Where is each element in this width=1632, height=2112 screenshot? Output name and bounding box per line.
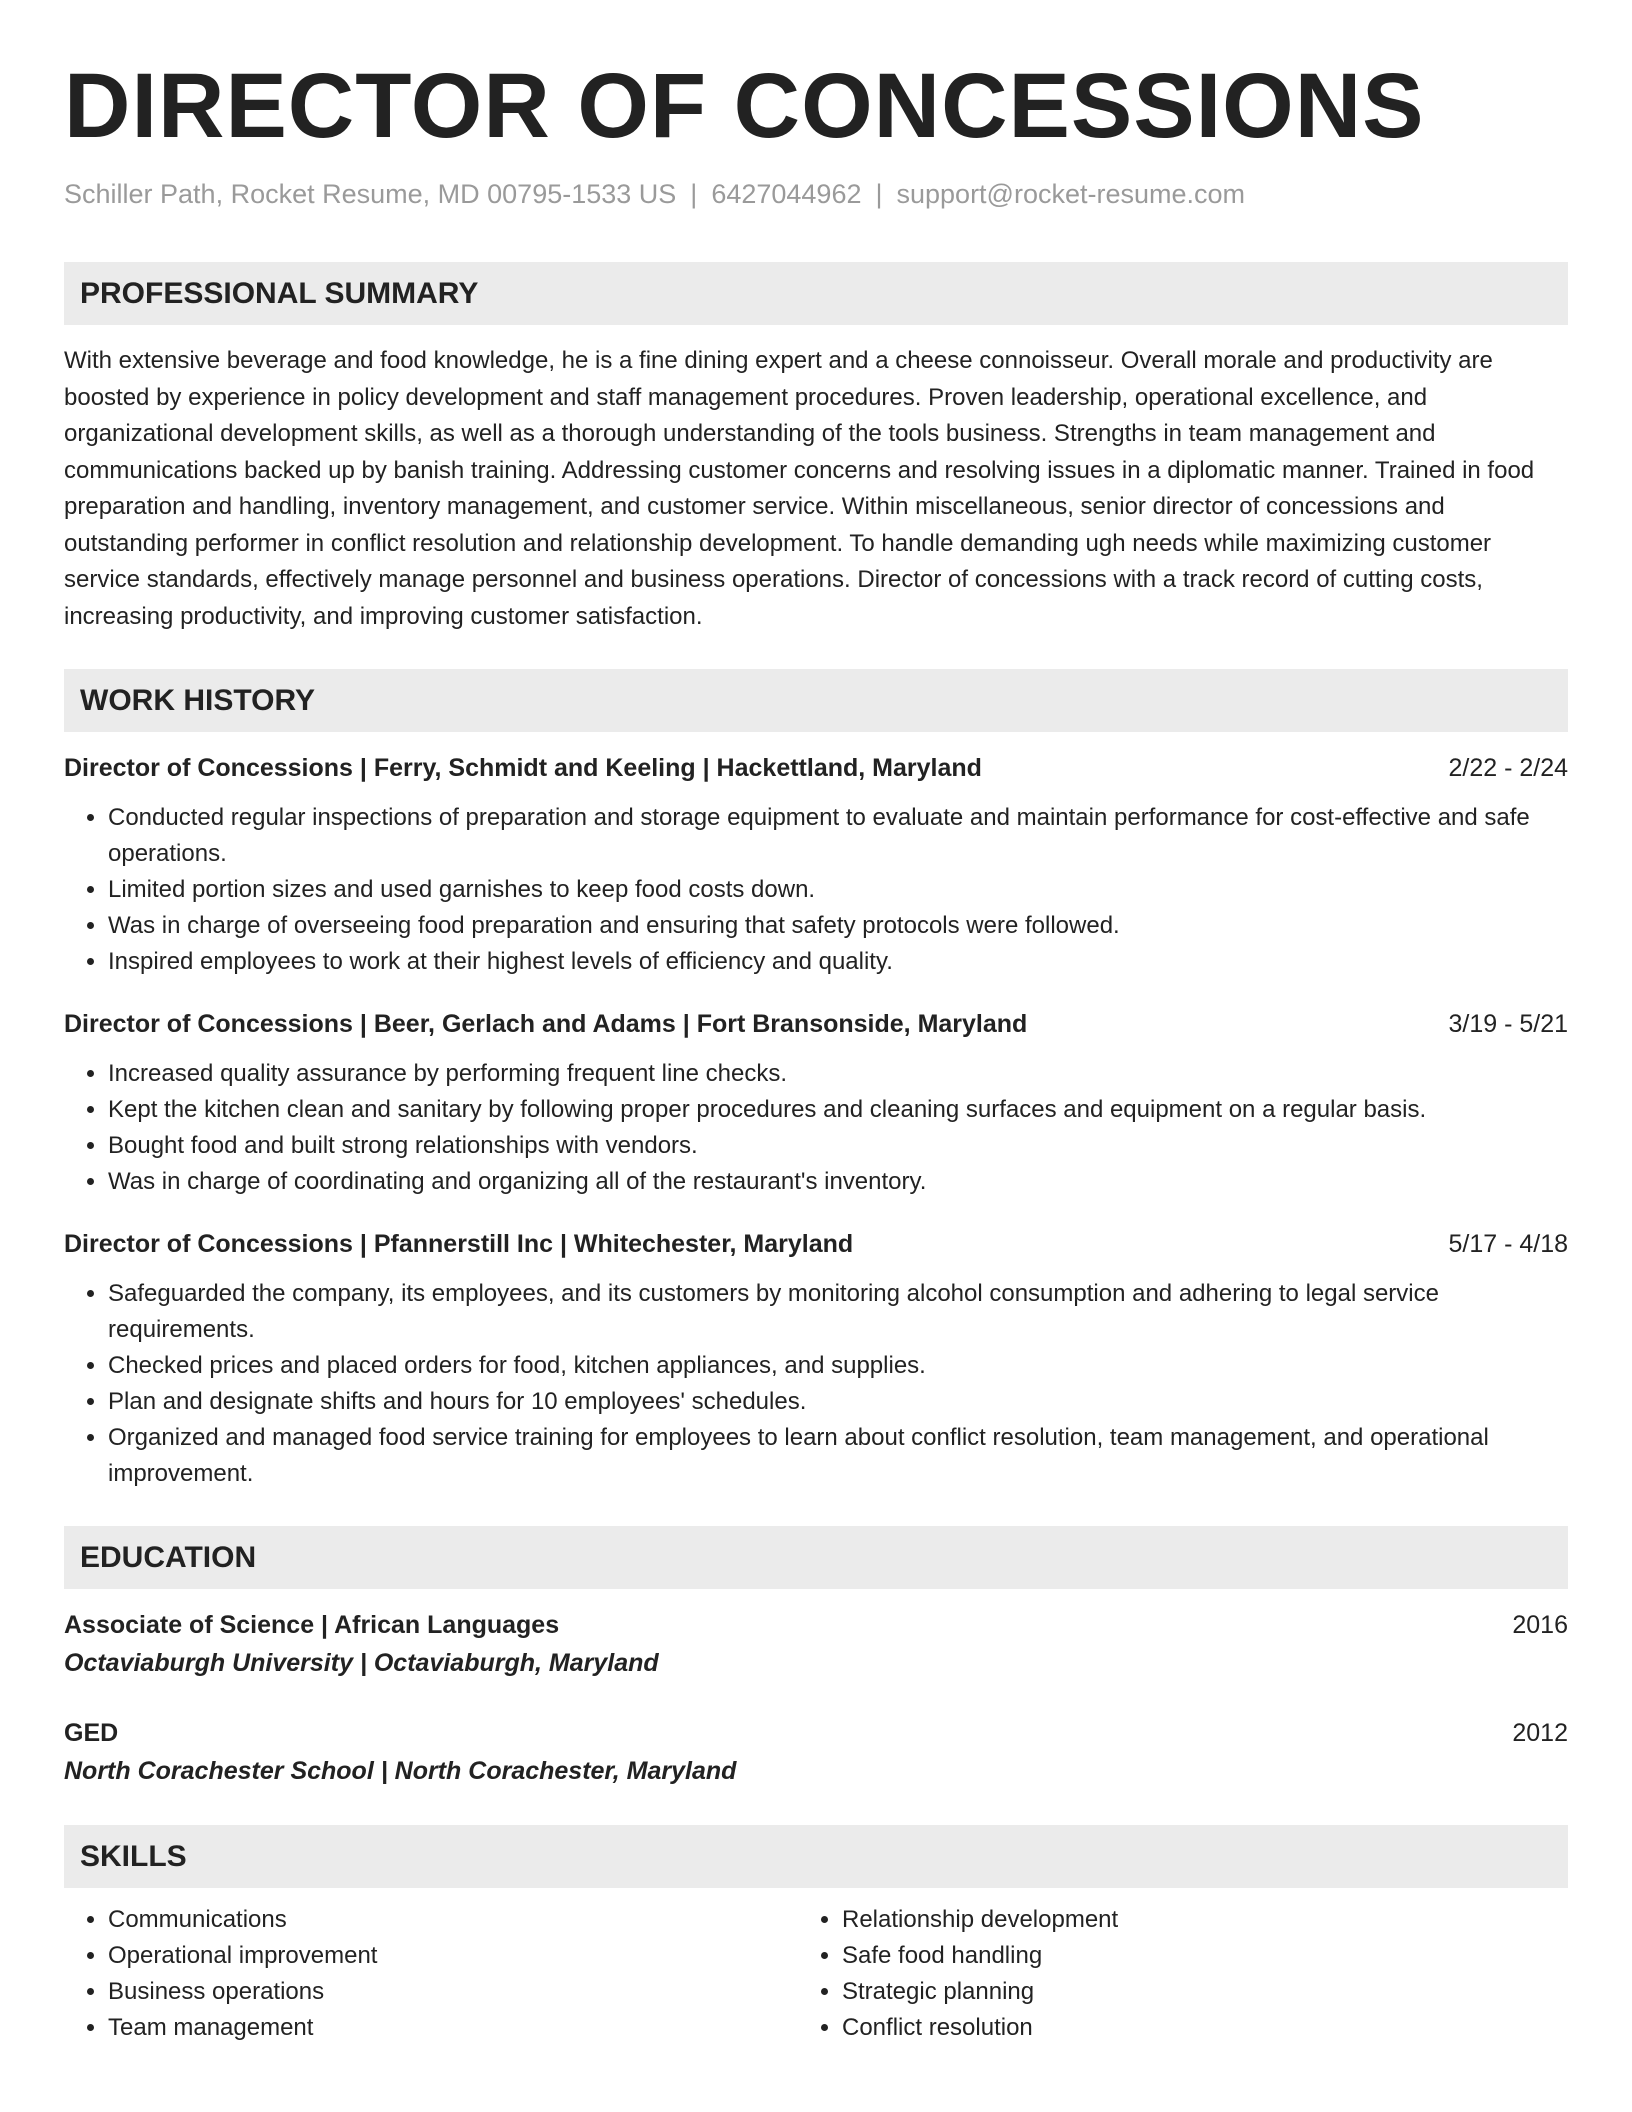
job-dates: 3/19 - 5/21: [1448, 1010, 1568, 1039]
job-heading: Director of Concessions | Beer, Gerlach and Adams | Fort Bransonside, Maryland: [64, 1010, 1028, 1039]
section-header-work-history: WORK HISTORY: [64, 669, 1568, 732]
skill-item: • Team management: [108, 2010, 798, 2046]
job-bullet: • Organized and managed food service training for employees to learn about conflict resolution, team management, and operational improvement.: [108, 1420, 1568, 1492]
skill-item: • Safe food handling: [842, 1938, 1542, 1974]
skill-item: • Strategic planning: [842, 1974, 1542, 2010]
job-bullet: • Conducted regular inspections of preparation and storage equipment to evaluate and maintain performance for cost-effective and safe operations.: [108, 800, 1568, 872]
job-bullets: [64, 1056, 1568, 1200]
education-degree: GED: [64, 1719, 119, 1748]
job-bullet: • Increased quality assurance by performing frequent line checks.: [108, 1056, 1568, 1092]
education-entry: [64, 1715, 1568, 1791]
skill-item: • Communications: [108, 1902, 798, 1938]
education-year: 2016: [1512, 1611, 1568, 1640]
contact-separator: |: [690, 179, 698, 210]
contact-phone: 6427044962: [711, 179, 862, 210]
job-bullet: • Plan and designate shifts and hours for 10 employees' schedules.: [108, 1384, 1568, 1420]
job-bullet: • Safeguarded the company, its employees, and its customers by monitoring alcohol consumption and adhering to legal service requirements.: [108, 1276, 1568, 1348]
job-heading: Director of Concessions | Ferry, Schmidt and Keeling | Hackettland, Maryland: [64, 754, 982, 783]
skill-item: • Relationship development: [842, 1902, 1542, 1938]
education-degree: Associate of Science | African Languages: [64, 1611, 560, 1640]
job-dates: 5/17 - 4/18: [1448, 1230, 1568, 1259]
skill-item: • Conflict resolution: [842, 2010, 1542, 2046]
job-bullets: [64, 1276, 1568, 1492]
contact-address: Schiller Path, Rocket Resume, MD 00795-1533 US: [64, 179, 677, 210]
job-dates: 2/22 - 2/24: [1448, 754, 1568, 783]
job-bullet: • Was in charge of coordinating and organizing all of the restaurant's inventory.: [108, 1164, 1568, 1200]
job-heading-row: [64, 750, 1568, 786]
skill-item: • Operational improvement: [108, 1938, 798, 1974]
education-school: Octaviaburgh University | Octaviaburgh, Maryland: [64, 1649, 659, 1678]
job-heading-row: [64, 1226, 1568, 1262]
skills-column-right: [798, 1902, 1542, 2046]
section-header-education: EDUCATION: [64, 1526, 1568, 1589]
contact-email: support@rocket-resume.com: [896, 179, 1246, 210]
job-bullet: • Kept the kitchen clean and sanitary by following proper procedures and cleaning surfaces and equipment on a regular basis.: [108, 1092, 1568, 1128]
job-bullet: • Checked prices and placed orders for food, kitchen appliances, and supplies.: [108, 1348, 1568, 1384]
job-bullet: • Inspired employees to work at their highest levels of efficiency and quality.: [108, 944, 1568, 980]
job-entry: [64, 1006, 1568, 1200]
education-heading-row: [64, 1715, 1568, 1751]
job-entry: [64, 750, 1568, 980]
job-heading: Director of Concessions | Pfannerstill Inc | Whitechester, Maryland: [64, 1230, 854, 1259]
job-bullets: [64, 800, 1568, 980]
contact-line: [64, 177, 1568, 212]
job-bullet: • Was in charge of overseeing food preparation and ensuring that safety protocols were followed.: [108, 908, 1568, 944]
education-entry: [64, 1607, 1568, 1683]
job-bullet: • Limited portion sizes and used garnishes to keep food costs down.: [108, 872, 1568, 908]
skills-column-left: [64, 1902, 798, 2046]
section-header-skills: SKILLS: [64, 1825, 1568, 1888]
education-year: 2012: [1512, 1719, 1568, 1748]
section-header-summary: PROFESSIONAL SUMMARY: [64, 262, 1568, 325]
job-heading-row: [64, 1006, 1568, 1042]
job-entry: [64, 1226, 1568, 1492]
job-bullet: • Bought food and built strong relationships with vendors.: [108, 1128, 1568, 1164]
skills-list: [64, 1902, 1568, 2046]
resume-title: DIRECTOR OF CONCESSIONS: [64, 55, 1425, 157]
contact-separator: |: [875, 179, 883, 210]
education-heading-row: [64, 1607, 1568, 1643]
education-school: North Corachester School | North Corachester, Maryland: [64, 1757, 737, 1786]
summary-text: With extensive beverage and food knowledge, he is a fine dining expert and a cheese connoisseur. Overall morale and productivity are boosted by experience in policy development and staff management procedures. Proven leadership, operational excellence, and organizational development skills, as well as a thorough understanding of the tools business. Strengths in team management and communications backed up by banish training. Addressing customer concerns and resolving issues in a diplomatic manner. Trained in food preparation and handling, inventory management, and customer service. Within miscellaneous, senior director of concessions and outstanding performer in conflict resolution and relationship development. To handle demanding ugh needs while maximizing customer service standards, effectively manage personnel and business operations. Director of concessions with a track record of cutting costs, increasing productivity, and improving customer satisfaction.: [64, 347, 1535, 630]
skill-item: • Business operations: [108, 1974, 798, 2010]
